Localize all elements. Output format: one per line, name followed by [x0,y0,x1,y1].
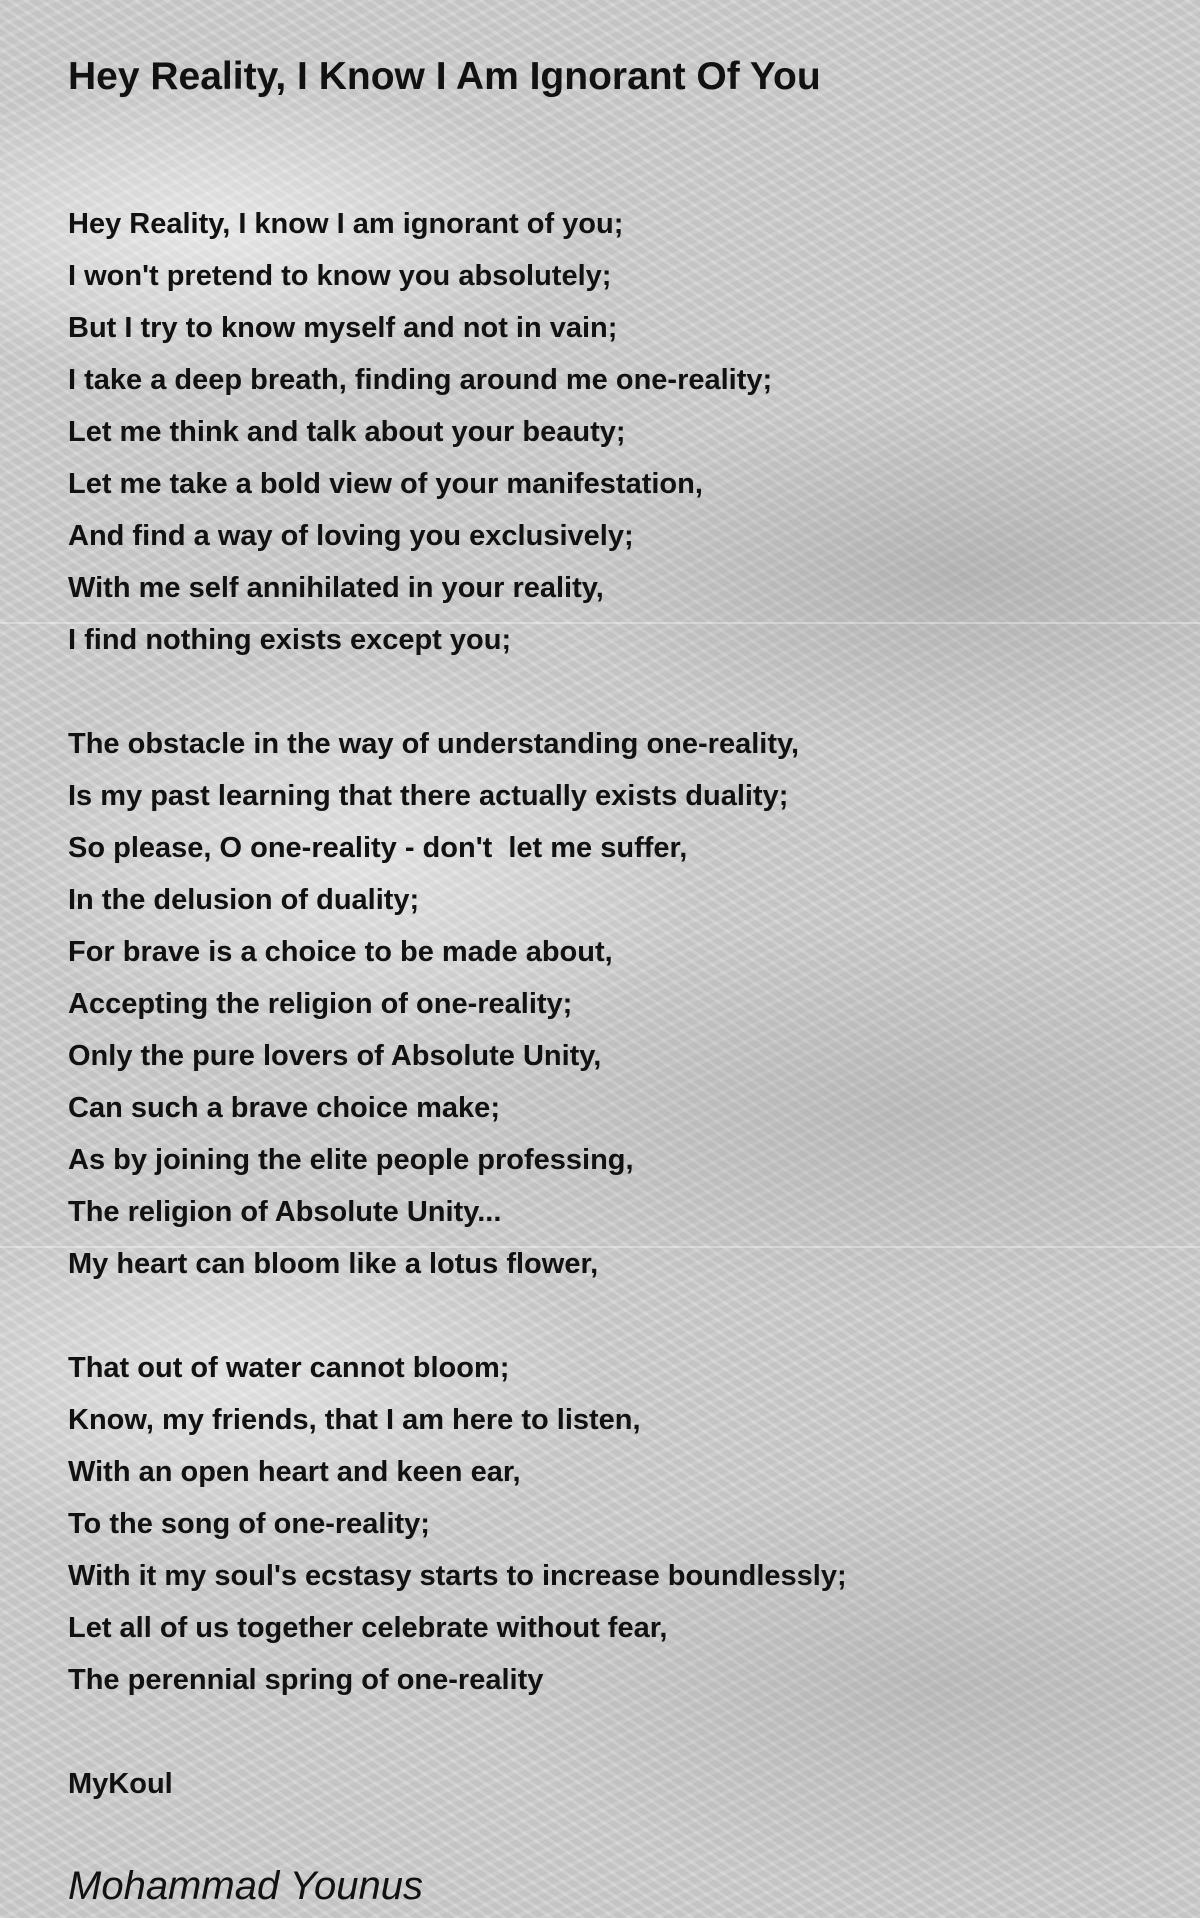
poem-title: Hey Reality, I Know I Am Ignorant Of You [68,55,821,98]
poem-line: In the delusion of duality; [68,884,420,916]
poem-line: Let me take a bold view of your manifestation, [68,468,703,500]
poem-line: And find a way of loving you exclusively; [68,520,634,552]
poem-line: To the song of one-reality; [68,1508,430,1540]
poem-line: Accepting the religion of one-reality; [68,988,573,1020]
poem-line: Can such a brave choice make; [68,1092,500,1124]
stanza-1 [68,198,1168,666]
stanza-2 [68,718,1168,1290]
poem-container [68,48,1168,1914]
poem-line: I won't pretend to know you absolutely; [68,260,612,292]
poem-line: My heart can bloom like a lotus flower, [68,1248,599,1280]
poem-line: The obstacle in the way of understanding one-reality, [68,728,800,760]
poem-line: Know, my friends, that I am here to listen, [68,1404,641,1436]
poem-line: Only the pure lovers of Absolute Unity, [68,1040,602,1072]
poem-line: With it my soul's ecstasy starts to increase boundlessly; [68,1560,847,1592]
poem-line: Let all of us together celebrate without fear, [68,1612,668,1644]
poem-line: For brave is a choice to be made about, [68,936,613,968]
poem-author: Mohammad Younus [68,1864,424,1908]
poem-signature: MyKoul [68,1768,173,1800]
poem-line: Is my past learning that there actually exists duality; [68,780,789,812]
poem-line: I take a deep breath, finding around me one-reality; [68,364,773,396]
poem-line: As by joining the elite people professing, [68,1144,634,1176]
poem-line: I find nothing exists except you; [68,624,512,656]
stanza-3 [68,1342,1168,1706]
poem-line: But I try to know myself and not in vain; [68,312,618,344]
poem-line: Let me think and talk about your beauty; [68,416,626,448]
poem-line: The perennial spring of one-reality [68,1664,544,1696]
poem-line: The religion of Absolute Unity... [68,1196,502,1228]
poem-line: With an open heart and keen ear, [68,1456,521,1488]
poem-line: So please, O one-reality - don't let me suffer, [68,832,688,864]
poem-line: Hey Reality, I know I am ignorant of you; [68,208,624,240]
poem-line: With me self annihilated in your reality, [68,572,604,604]
poem-line: That out of water cannot bloom; [68,1352,510,1384]
